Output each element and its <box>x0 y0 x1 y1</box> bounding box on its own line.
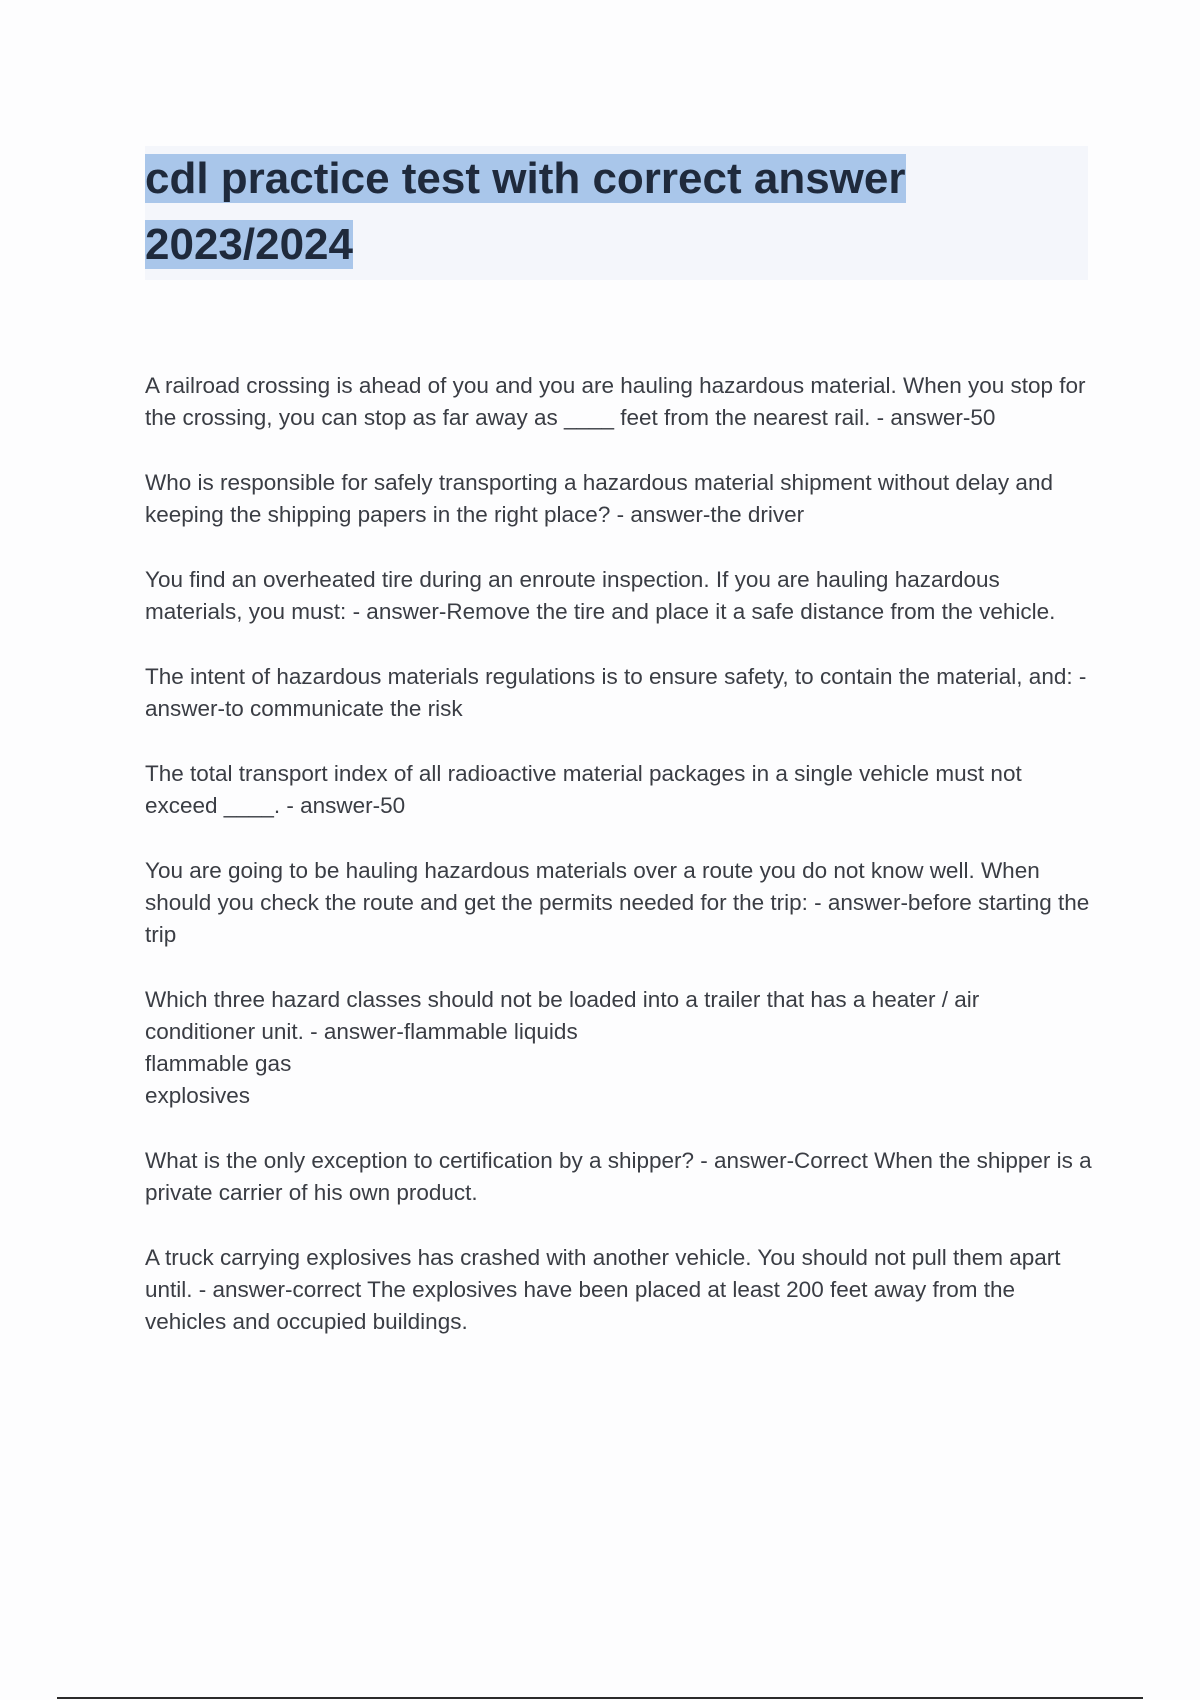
qa-item: You are going to be hauling hazardous materials over a route you do not know well. When should you check the route and get the permits needed for the trip: - answer-before starting the trip <box>145 858 1090 947</box>
qa-item: What is the only exception to certification by a shipper? - answer-Correct When the shipper is a private carrier of his own product. <box>145 1148 1092 1205</box>
document-title <box>145 146 1088 278</box>
title-line-2: 2023/2024 <box>145 220 353 269</box>
qa-item: You find an overheated tire during an enroute inspection. If you are hauling hazardous materials, you must: - answer-Remove the tire and place it a safe distance from the vehicle. <box>145 567 1056 624</box>
qa-item: Who is responsible for safely transporting a hazardous material shipment without delay and keeping the shipping papers in the right place? - answer-the driver <box>145 470 1053 527</box>
question-answer-list <box>145 370 1095 1371</box>
qa-item: A truck carrying explosives has crashed with another vehicle. You should not pull them apart until. - answer-correct The explosives have been placed at least 200 feet away from the vehicles and occupied buildings. <box>145 1245 1061 1334</box>
qa-item: Which three hazard classes should not be loaded into a trailer that has a heater / air conditioner unit. - answer-flammable liquids flammable gas explosives <box>145 987 980 1108</box>
title-block <box>145 146 1088 280</box>
footer-divider <box>57 1697 1143 1699</box>
qa-item: The total transport index of all radioactive material packages in a single vehicle must not exceed ____. - answer-50 <box>145 761 1022 818</box>
title-line-1: cdl practice test with correct answer <box>145 154 906 203</box>
qa-item: The intent of hazardous materials regulations is to ensure safety, to contain the material, and: - answer-to communicate the risk <box>145 664 1087 721</box>
qa-item: A railroad crossing is ahead of you and you are hauling hazardous material. When you stop for the crossing, you can stop as far away as ____ feet from the nearest rail. - answer-50 <box>145 373 1086 430</box>
